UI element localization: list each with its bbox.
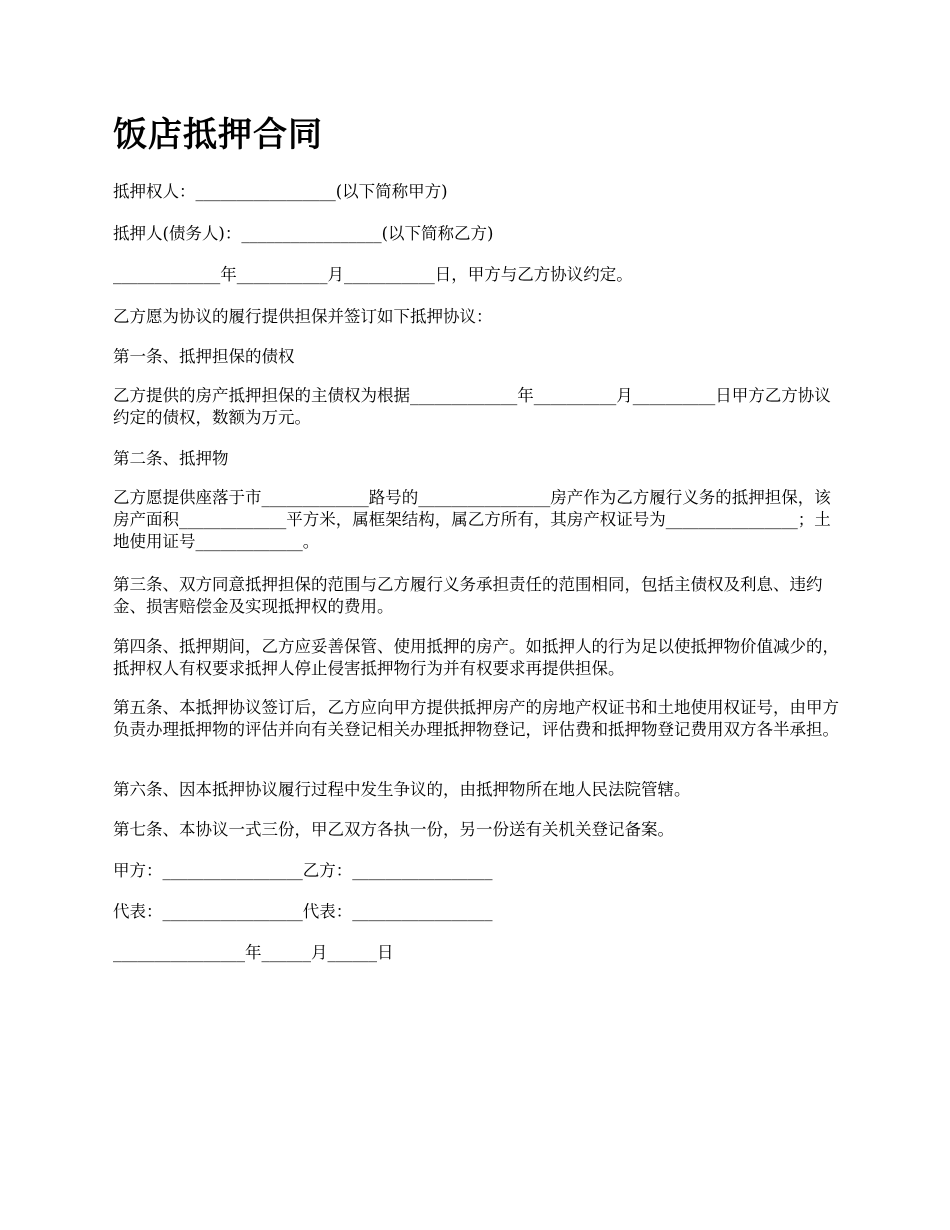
signature-date: ________________年______月______日 [113, 943, 394, 962]
document-title: 饭店抵押合同 [113, 115, 323, 155]
paragraph-intro: 乙方愿为协议的履行提供担保并签订如下抵押协议： [113, 307, 493, 326]
article-1-body: 乙方提供的房产抵押担保的主债权为根据_____________年__________月__________日甲方乙方协议约定的债权，数额为万元。 [113, 386, 831, 427]
article-4: 第四条、抵押期间，乙方应妥善保管、使用抵押的房产。如抵押人的行为足以使抵押物价值减少的，抵押权人有权要求抵押人停止侵害抵押物行为并有权要求再提供担保。 [113, 637, 839, 678]
article-2-body: 乙方愿提供座落于市_____________路号的________________房产作为乙方履行义务的抵押担保，该房产面积_____________平方米，属框架结构，属乙方所有，其房产权证号为________________；土地使用证号_____________。 [113, 488, 831, 551]
signature-representatives: 代表：_________________代表：_________________ [113, 902, 493, 921]
paragraph-mortgagee: 抵押权人：_________________(以下简称甲方) [113, 182, 448, 201]
article-7: 第七条、本协议一式三份，甲乙双方各执一份，另一份送有关机关登记备案。 [113, 820, 674, 839]
paragraph-mortgagor: 抵押人(债务人)：_________________(以下简称乙方) [113, 224, 494, 243]
article-6: 第六条、因本抵押协议履行过程中发生争议的，由抵押物所在地人民法院管辖。 [113, 780, 691, 799]
article-3: 第三条、双方同意抵押担保的范围与乙方履行义务承担责任的范围相同，包括主债权及利息、违约金、损害赔偿金及实现抵押权的费用。 [113, 575, 823, 616]
paragraph-agreement-date: _____________年___________月___________日，甲方与乙方协议约定。 [113, 265, 633, 284]
signature-parties: 甲方：_________________乙方：_________________ [113, 861, 493, 880]
article-2-heading: 第二条、抵押物 [113, 449, 229, 468]
article-1-heading: 第一条、抵押担保的债权 [113, 347, 295, 366]
article-5: 第五条、本抵押协议签订后，乙方应向甲方提供抵押房产的房地产权证书和土地使用权证号，由甲方负责办理抵押物的评估并向有关登记相关办理抵押物登记，评估费和抵押物登记费用双方各半承担。 [113, 698, 839, 739]
